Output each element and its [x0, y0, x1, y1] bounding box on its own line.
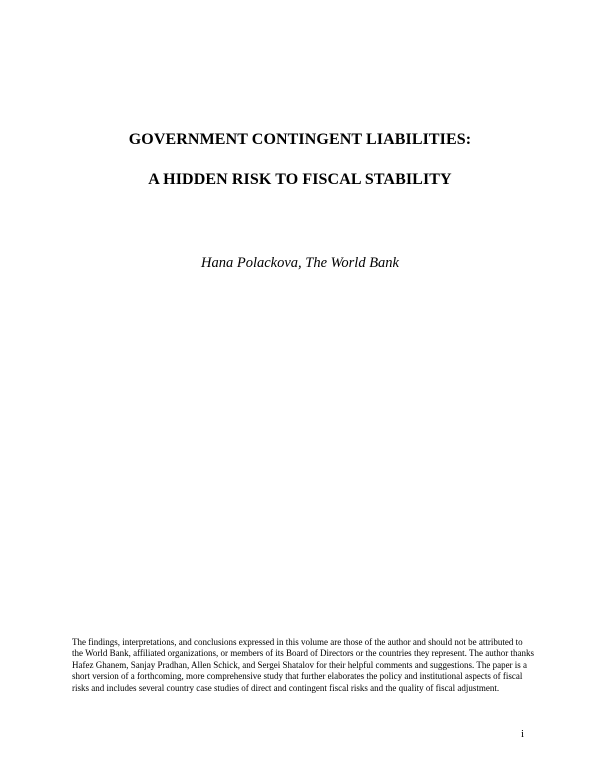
footnote: The findings, interpretations, and conclusions expressed in this volume are those of the author and should not be attributed to the World Bank, affiliated organizations, or members of its Board of Directors or the countries they represent. The author thanks Hafez Ghanem, Sanjay Pradhan, Allen Schick, and Sergei Shatalov for their helpful comments and suggestions. The paper is a short version of a forthcoming, more comprehensive study that further elaborates the policy and institutional aspects of fiscal risks and includes several country case studies of direct and contingent fiscal risks and the quality of fiscal adjustment.: [72, 637, 534, 693]
title-line-1: GOVERNMENT CONTINGENT LIABILITIES:: [128, 131, 472, 148]
title-line-2: A HIDDEN RISK TO FISCAL STABILITY: [148, 171, 452, 188]
author-line: Hana Polackova, The World Bank: [200, 255, 399, 271]
page-number: i: [521, 728, 525, 740]
